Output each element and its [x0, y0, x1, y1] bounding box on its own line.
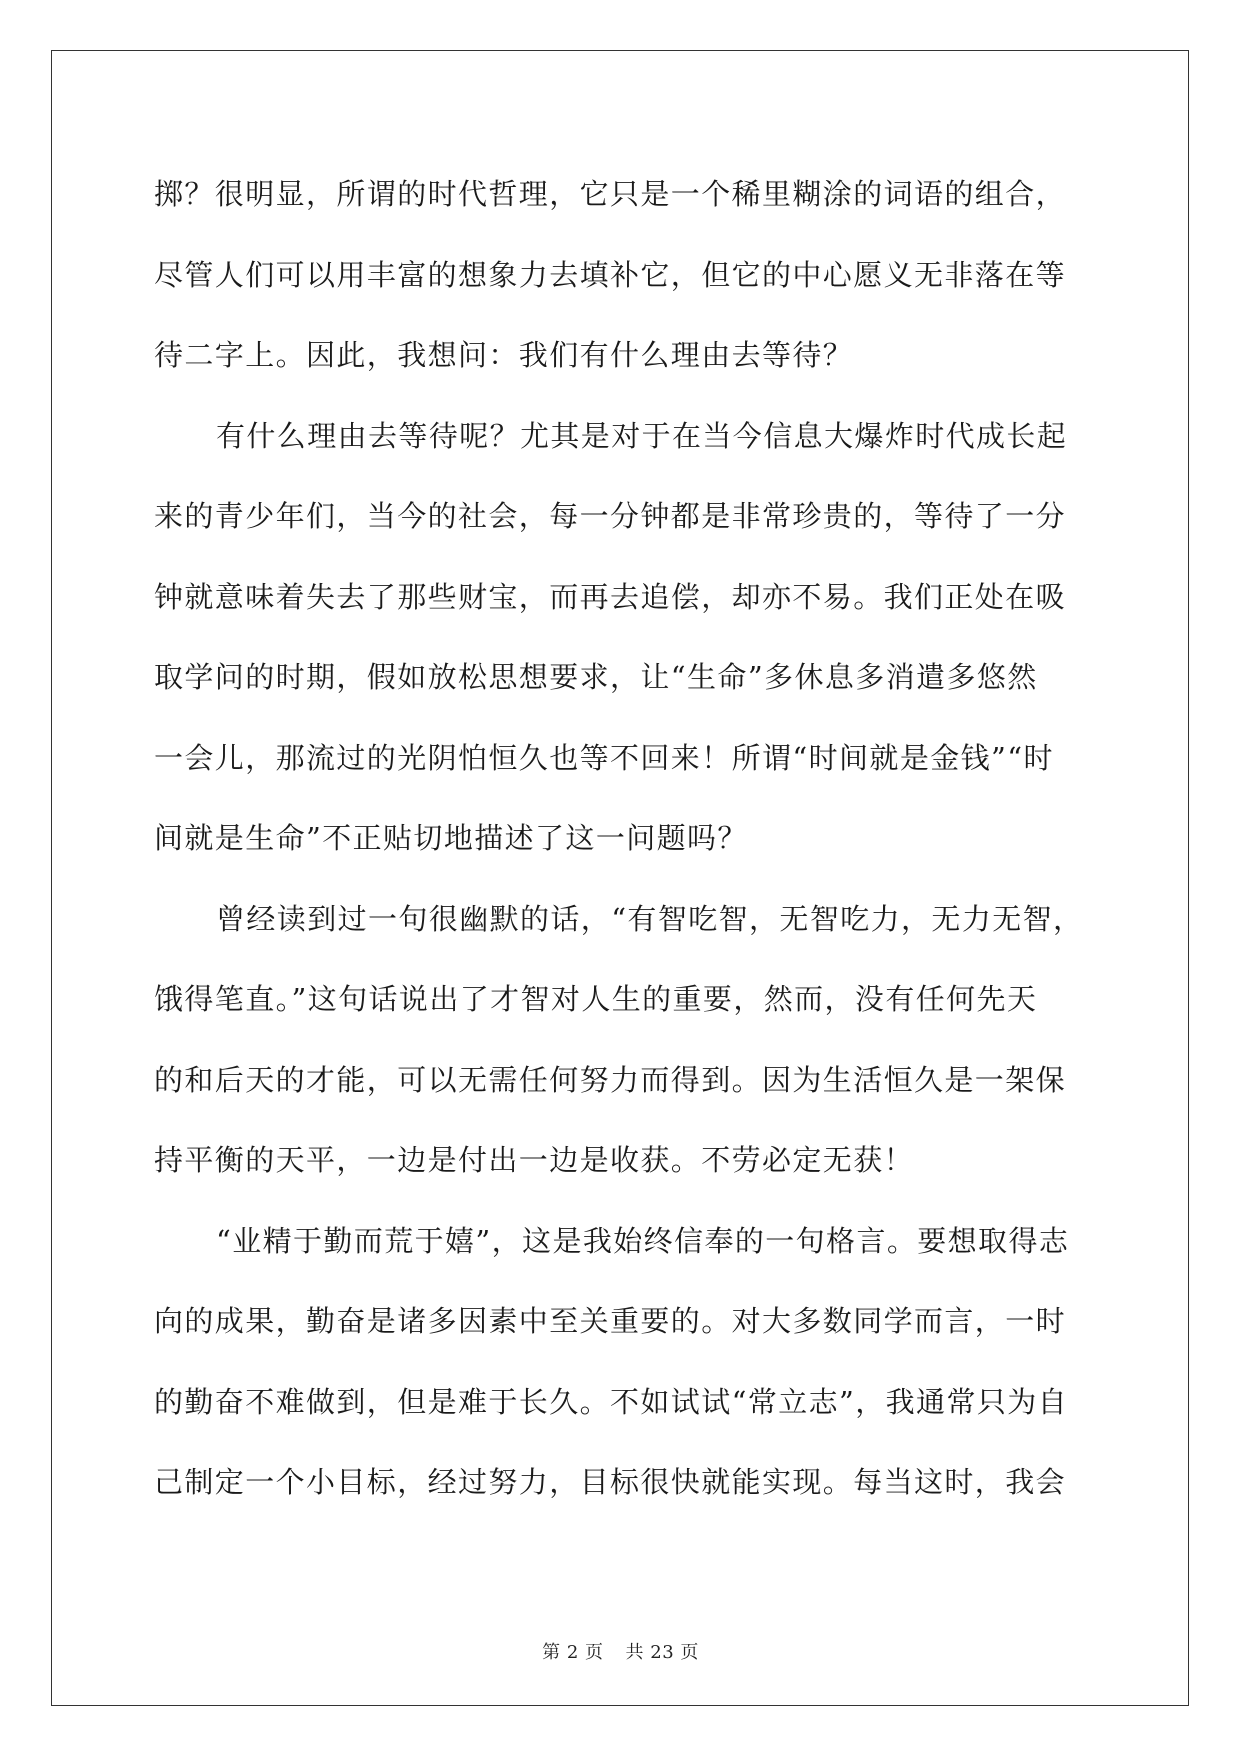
- text-line: 尽管人们可以用丰富的想象力去填补它，但它的中心愿义无非落在等: [154, 257, 1067, 292]
- page-total: 共 23 页: [625, 1642, 699, 1663]
- text-line: 间就是生命”不正贴切地描述了这一问题吗？: [154, 821, 748, 855]
- document-body: [154, 154, 1094, 1523]
- text-line: 己制定一个小目标，经过努力，目标很快就能实现。每当这时，我会: [154, 1465, 1067, 1499]
- text-line: 待二字上。因此，我想问：我们有什么理由去等待？: [154, 338, 854, 372]
- text-line: 来的青少年们，当今的社会，每一分钟都是非常珍贵的，等待了一分: [154, 499, 1067, 533]
- text-line: 曾经读到过一句很幽默的话，“有智吃智，无智吃力，无力无智，: [216, 901, 1084, 936]
- text-line: 的和后天的才能，可以无需任何努力而得到。因为生活恒久是一架保: [154, 1062, 1067, 1097]
- text-line: 有什么理由去等待呢？尤其是对于在当今信息大爆炸时代成长起: [216, 418, 1068, 453]
- page-number: 第 2 页: [542, 1642, 604, 1663]
- text-line: 饿得笔直。”这句话说出了才智对人生的重要，然而，没有任何先天: [154, 982, 1038, 1016]
- text-line: 取学问的时期，假如放松思想要求，让“生命”多休息多消遣多悠然: [154, 660, 1038, 694]
- text-line: 向的成果，勤奋是诸多因素中至关重要的。对大多数同学而言，一时: [154, 1304, 1067, 1338]
- page-footer: [0, 1638, 1241, 1664]
- text-line: 掷？很明显，所谓的时代哲理，它只是一个稀里糊涂的词语的组合，: [154, 177, 1067, 211]
- text-line: 持平衡的天平，一边是付出一边是收获。不劳必定无获！: [154, 1143, 915, 1177]
- text-line: 一会儿，那流过的光阴怕恒久也等不回来！所谓“时间就是金钱”“时: [154, 740, 1054, 775]
- text-line: “业精于勤而荒于嬉”，这是我始终信奉的一句格言。要想取得志: [216, 1223, 1070, 1258]
- text-line: 的勤奋不难做到，但是难于长久。不如试试“常立志”，我通常只为自: [154, 1384, 1069, 1419]
- text-line: 钟就意味着失去了那些财宝，而再去追偿，却亦不易。我们正处在吸: [154, 579, 1067, 614]
